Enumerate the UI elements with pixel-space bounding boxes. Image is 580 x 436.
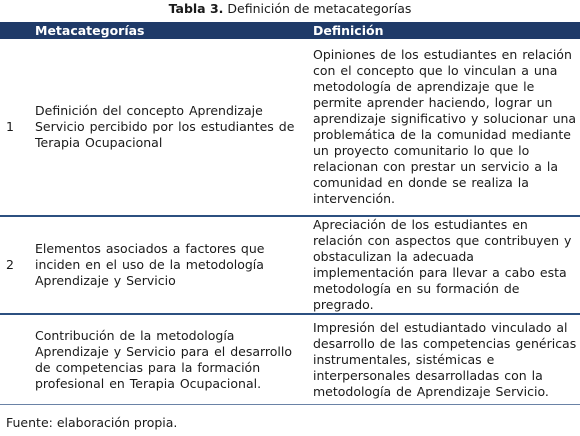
row-number bbox=[0, 314, 31, 405]
row-metacategory: Contribución de la metodología Aprendizaje y Servicio para el desarrollo de competencias para la formación profesional en Terapia Ocupacional. bbox=[31, 314, 309, 405]
row-metacategory: Elementos asociados a factores que inciden en el uso de la metodología Aprendizaje y Servicio bbox=[31, 216, 309, 314]
metacategories-table bbox=[0, 22, 580, 405]
row-definition: Opiniones de los estudiantes en relación con el concepto que lo vinculan a una metodología de aprendizaje que le permite aprender haciendo, lograr un aprendizaje significativo y solucionar una problemática de la comunidad mediante un proyecto comunitario lo que lo relacionan con prestar un servicio a la comunidad en donde se realiza la intervención. bbox=[309, 39, 580, 216]
caption-label: Tabla 3. bbox=[168, 1, 224, 16]
source-note: Fuente: elaboración propia. bbox=[6, 415, 178, 430]
table-header-row bbox=[0, 22, 580, 39]
row-definition: Apreciación de los estudiantes en relación con aspectos que contribuyen y obstaculizan la adecuada implementación para llevar a cabo esta metodología en su formación de pregrado. bbox=[309, 216, 580, 314]
row-number: 1 bbox=[0, 39, 31, 216]
header-definicion: Definición bbox=[309, 22, 580, 39]
table-row bbox=[0, 39, 580, 216]
caption-text: Definición de metacategorías bbox=[223, 1, 412, 16]
table-caption bbox=[0, 1, 580, 17]
row-number: 2 bbox=[0, 216, 31, 314]
row-definition: Impresión del estudiantado vinculado al desarrollo de las competencias genéricas instrumentales, sistémicas e interpersonales desarrolladas con la metodología de Aprendizaje Servicio. bbox=[309, 314, 580, 405]
table-row bbox=[0, 314, 580, 405]
row-metacategory: Definición del concepto Aprendizaje Servicio percibido por los estudiantes de Terapia Ocupacional bbox=[31, 39, 309, 216]
header-number bbox=[0, 22, 31, 39]
header-metacategorias: Metacategorías bbox=[31, 22, 309, 39]
table-row bbox=[0, 216, 580, 314]
